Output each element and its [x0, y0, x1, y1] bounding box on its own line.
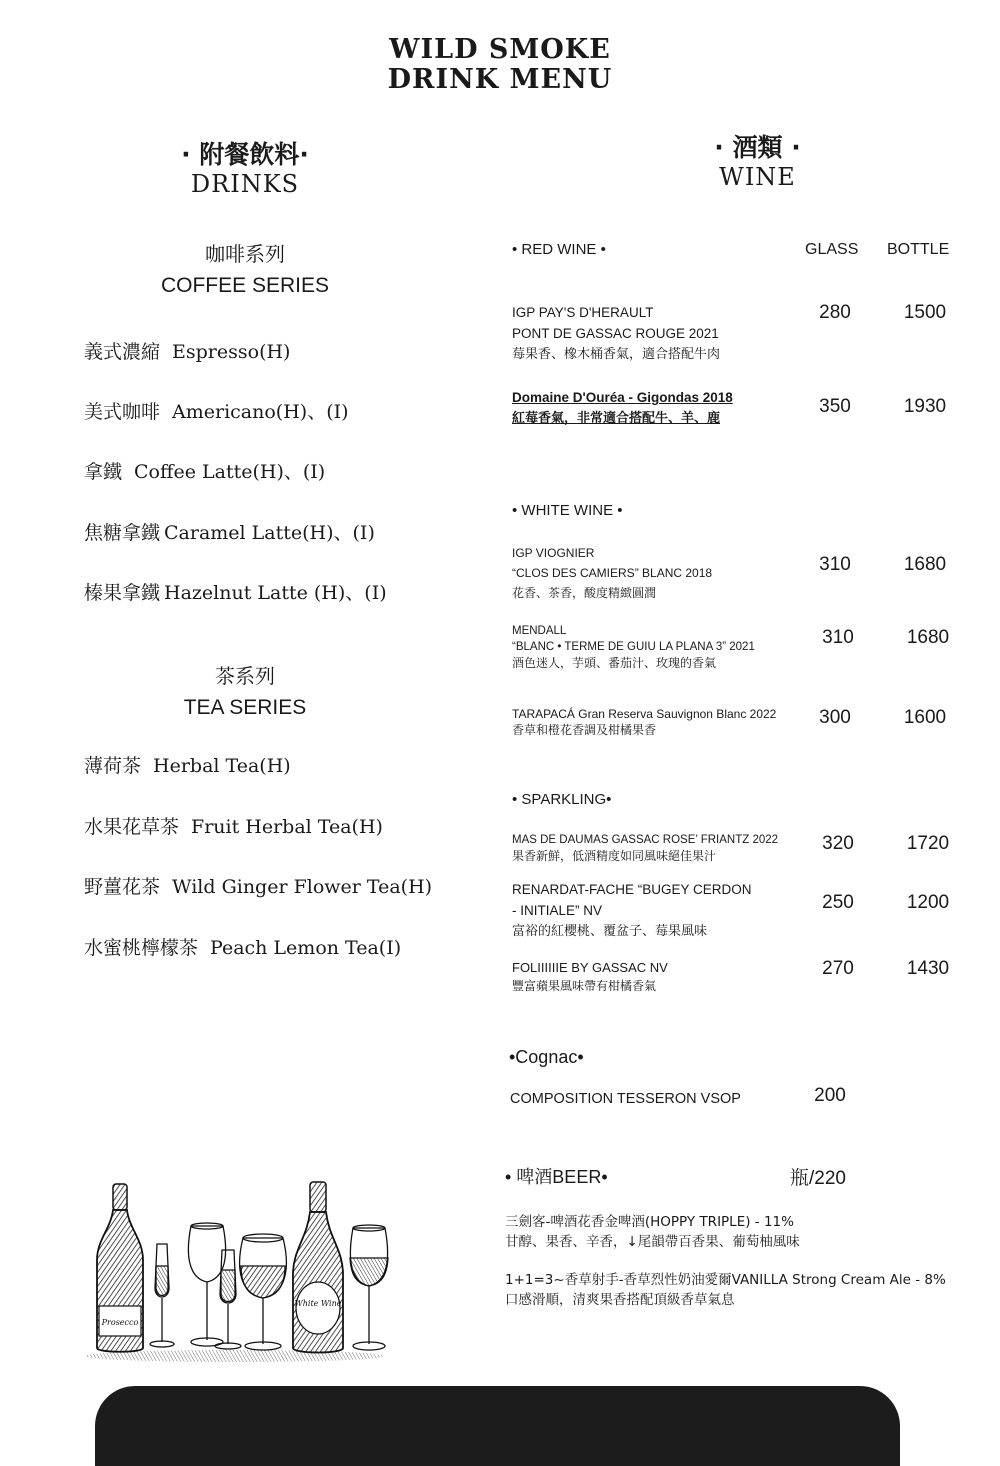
beer-label — [505, 1163, 608, 1189]
tea-heading-zh: 茶系列 — [215, 664, 275, 688]
item-name-zh: 美式咖啡 — [84, 401, 161, 423]
item-name-en: Herbal Tea(H) — [153, 755, 291, 777]
beer-description: 口感滑順，清爽果香搭配頂級香草氣息 — [505, 1292, 735, 1308]
beer-label-text: • 啤酒BEER• — [505, 1167, 608, 1187]
menu-item-caramel-latte — [84, 518, 375, 545]
beer-name: 1+1=3~香草射手-香草烈性奶油愛爾VANILLA Strong Cream Ale - 8% — [505, 1272, 946, 1288]
tea-heading-en: TEA SERIES — [183, 696, 307, 719]
item-name-en: Fruit Herbal Tea(H) — [191, 816, 383, 838]
wine-description: 莓果香、橡木桶香氣，適合搭配牛肉 — [512, 347, 721, 362]
bottle-price: 1430 — [906, 958, 950, 979]
item-name-zh: 水果花草茶 — [84, 816, 180, 838]
glass-price: 280 — [819, 302, 851, 323]
tea-series-heading — [95, 662, 395, 722]
wine-item-pont-de-gassac — [512, 302, 802, 365]
menu-item-espresso — [84, 337, 290, 364]
beer-price: 瓶/220 — [790, 1168, 846, 1189]
bottle-price: 1680 — [903, 554, 947, 575]
glass-price: 350 — [819, 396, 851, 417]
wine-item-mendall — [512, 623, 802, 671]
bottle-price: 1500 — [903, 302, 947, 323]
glass-price: 300 — [819, 707, 851, 728]
menu-title-line1: WILD SMOKE — [389, 34, 611, 65]
beer-description: 甘醇、果香、辛香，↓尾韻帶百香果、葡萄柚風味 — [505, 1234, 800, 1250]
bottle-price: 1720 — [906, 833, 950, 854]
beer-item-vanilla-cream-ale — [505, 1270, 946, 1310]
wine-item-gigondas — [512, 387, 802, 429]
white-wine-label: • WHITE WINE • — [512, 502, 623, 519]
menu-item-americano — [84, 397, 349, 424]
wine-description: 紅莓香氣，非常適合搭配牛、羊、鹿 — [512, 411, 721, 426]
glass-price: 320 — [822, 833, 854, 854]
footer-bar — [95, 1386, 900, 1466]
wine-heading-en: WINE — [719, 163, 796, 191]
wine-name: TARAPACÁ Gran Reserva Sauvignon Blanc 2022 — [512, 707, 777, 721]
wine-heading — [660, 133, 855, 191]
wine-description: 豐富蘋果風味帶有柑橘香氣 — [512, 979, 657, 993]
item-name-zh: 焦糖拿鐵 — [84, 522, 161, 544]
glass-price: 270 — [822, 958, 854, 979]
wine-name: MAS DE DAUMAS GASSAC ROSE’ FRIANTZ 2022 — [512, 834, 779, 846]
coffee-heading-zh: 咖啡系列 — [205, 242, 285, 266]
item-name-en: Espresso(H) — [172, 341, 291, 363]
glass-column-header: GLASS — [805, 241, 859, 258]
glass-price: 310 — [822, 627, 854, 648]
menu-item-hazelnut-latte — [84, 578, 387, 605]
white-wine-bottle-icon — [293, 1182, 343, 1353]
wine-glass-icon-right — [350, 1225, 388, 1350]
wine-name: IGP PAY'S D'HERAULT — [512, 305, 654, 320]
item-name-zh: 義式濃縮 — [84, 341, 161, 363]
bottle-price: 1930 — [903, 396, 947, 417]
wine-description: 果香新鮮，低酒精度如同風味絕佳果汁 — [512, 849, 717, 863]
bottle-column-header: BOTTLE — [887, 241, 950, 258]
drinks-heading-zh: · 附餐飲料· — [181, 140, 309, 169]
wine-name: IGP VIOGNIER — [512, 546, 595, 560]
menu-title — [0, 35, 1000, 95]
item-name-en: Peach Lemon Tea(I) — [210, 937, 402, 959]
menu-title-line2: DRINK MENU — [387, 64, 613, 95]
prosecco-bottle-icon — [97, 1184, 143, 1352]
item-name-zh: 榛果拿鐵 — [84, 582, 161, 604]
cognac-item: COMPOSITION TESSERON VSOP — [510, 1091, 741, 1107]
cognac-price: 200 — [814, 1085, 846, 1106]
wine-heading-zh: · 酒類 · — [714, 133, 801, 162]
wine-name: MENDALL — [512, 625, 567, 637]
item-name-en: Caramel Latte(H)、(I) — [164, 522, 375, 544]
bottles-and-glasses-illustration — [85, 1178, 400, 1363]
red-wine-glass-icon — [240, 1234, 287, 1350]
wine-name-line2: - INITIALE” NV — [512, 903, 603, 918]
menu-item-herbal-tea — [84, 751, 291, 778]
champagne-flute-icon-2 — [215, 1250, 241, 1349]
drinks-heading-en: DRINKS — [190, 170, 300, 198]
coffee-heading-en: COFFEE SERIES — [160, 274, 330, 297]
wine-name: FOLIIIIIIE BY GASSAC NV — [512, 960, 668, 975]
wine-item-viognier — [512, 543, 802, 603]
red-wine-label: • RED WINE • — [512, 241, 606, 258]
beer-name: 三劍客-啤酒花香金啤酒(HOPPY TRIPLE) - 11% — [505, 1214, 794, 1230]
item-name-zh: 水蜜桃檸檬茶 — [84, 937, 199, 959]
item-name-en: Americano(H)、(I) — [172, 401, 349, 423]
drinks-heading — [95, 140, 395, 198]
menu-item-wild-ginger-tea — [84, 872, 432, 899]
wine-name: Domaine D'Ouréa - Gigondas 2018 — [512, 390, 733, 405]
item-name-en: Hazelnut Latte (H)、(I) — [164, 582, 387, 604]
wine-name: RENARDAT-FACHE “BUGEY CERDON — [512, 882, 752, 897]
wine-description: 花香、茶香，酸度精緻圓潤 — [512, 586, 657, 600]
item-name-zh: 拿鐵 — [84, 461, 123, 483]
cognac-label: •Cognac• — [509, 1047, 584, 1067]
glass-price: 250 — [822, 892, 854, 913]
wine-name-line2: PONT DE GASSAC ROUGE 2021 — [512, 326, 719, 341]
bottle-price: 1200 — [906, 892, 950, 913]
prosecco-label-text: Prosecco — [101, 1318, 139, 1327]
item-name-en: Wild Ginger Flower Tea(H) — [172, 876, 433, 898]
menu-item-peach-lemon-tea — [84, 933, 401, 960]
sparkling-label: • SPARKLING• — [512, 791, 612, 808]
bottle-price: 1600 — [903, 707, 947, 728]
item-name-zh: 薄荷茶 — [84, 755, 142, 777]
wine-name-line2: “BLANC • TERME DE GUIU LA PLANA 3” 2021 — [512, 641, 755, 653]
bottle-price: 1680 — [906, 627, 950, 648]
coffee-series-heading — [95, 240, 395, 300]
menu-item-coffee-latte — [84, 457, 325, 484]
wine-item-tarapaca — [512, 706, 802, 738]
champagne-flute-icon — [150, 1244, 174, 1347]
wine-description: 酒色迷人，芋頭、番茄汁、玫瑰的香氣 — [512, 656, 717, 670]
item-name-zh: 野薑花茶 — [84, 876, 161, 898]
item-name-en: Coffee Latte(H)、(I) — [134, 461, 326, 483]
menu-item-fruit-herbal-tea — [84, 812, 383, 839]
wine-description: 富裕的紅櫻桃、覆盆子、莓果風味 — [512, 924, 708, 939]
wine-name-line2: “CLOS DES CAMIERS” BLANC 2018 — [512, 566, 713, 580]
wine-item-renardat-fache — [512, 879, 802, 942]
wine-item-mas-de-daumas — [512, 832, 802, 864]
beer-item-hoppy-triple — [505, 1212, 800, 1252]
glass-price: 310 — [819, 554, 851, 575]
wine-item-foliiiiiie — [512, 959, 802, 995]
white-wine-label-text: White Wine — [294, 1299, 342, 1308]
wine-description: 香草和橙花香調及柑橘果香 — [512, 723, 657, 737]
